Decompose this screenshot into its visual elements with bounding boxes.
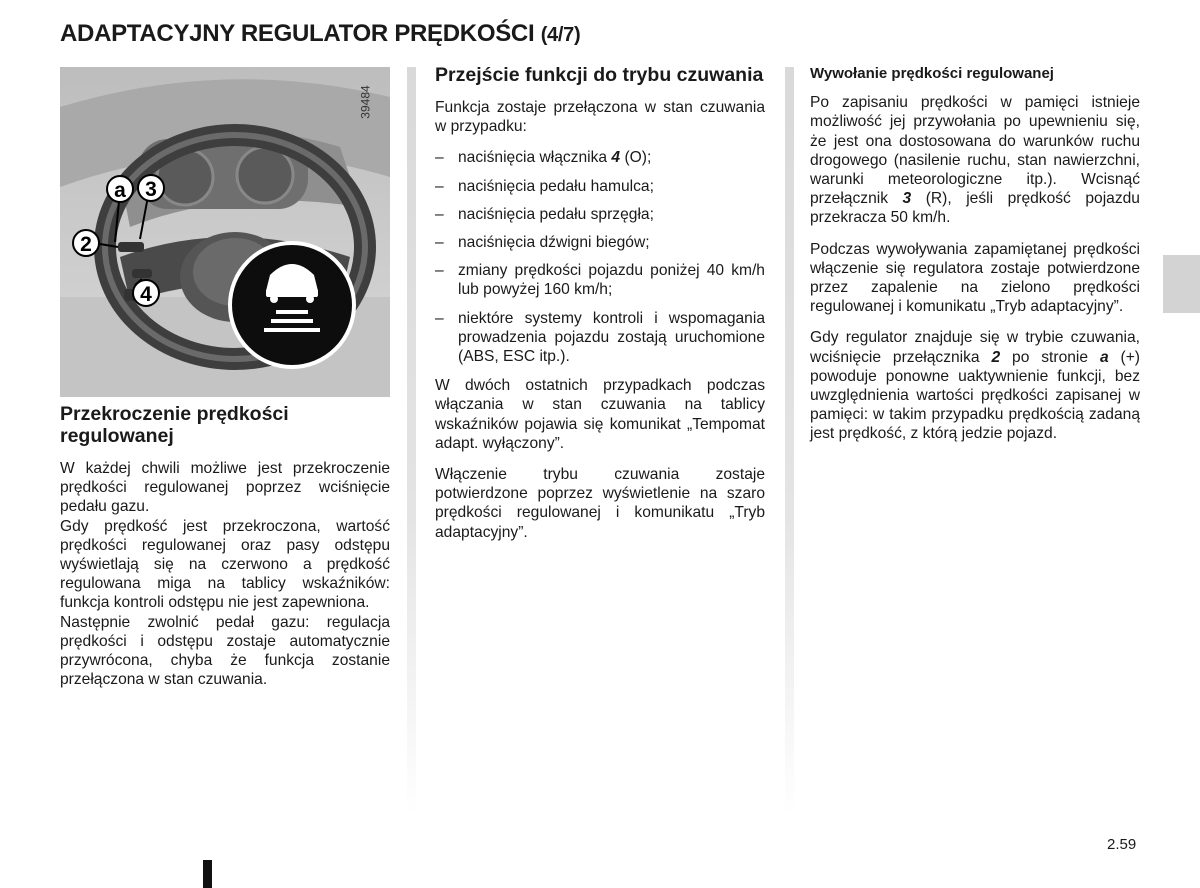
section-heading: Przejście funkcji do trybu czuwania (435, 64, 764, 86)
callout-2 (73, 230, 99, 256)
callout-4 (133, 280, 159, 306)
paragraph: Gdy regulator znajduje się w trybie czuwania, wciśnięcie przełącznika 2 po stronie a (+) powoduje ponowne uaktywnienie funkcji, bez uwzględnienia wartości prędkości zapisanej w pamięci: w takim przypadku prędkością zadaną jest prędkość, z którą jedzie pojazd. (810, 329, 1140, 443)
paragraph: Włączenie trybu czuwania zostaje potwierdzone poprzez wyświetlenie na szaro prędkości regulowanej i komunikatu „Tryb adaptacyjny”. (435, 466, 765, 541)
list-item: – naciśnięcia dźwigni biegów; (435, 233, 765, 252)
paragraph: Gdy prędkość jest przekroczona, wartość prędkości regulowanej oraz pasy odstępu wyświetlają się na czerwono a prędkość regulowana miga na tablicy wskaźników: funkcja kontroli odstępu nie jest zapewniona. (60, 517, 390, 612)
column-1 (60, 403, 390, 689)
callout-a (107, 176, 133, 202)
title-page-of: (4/7) (540, 24, 581, 46)
list-item: – naciśnięcia pedału hamulca; (435, 177, 765, 196)
paragraph: Następnie zwolnić pedał gazu: regulacja prędkości i odstępu zostaje automatycznie przywrócona, chyba że funkcja zostanie przełączona w stan czuwania. (60, 613, 390, 689)
steering-wheel-illustration (60, 67, 390, 397)
callout-3 (138, 175, 164, 201)
svg-text:2: 2 (80, 233, 92, 256)
page-number: 2.59 (1107, 836, 1137, 853)
paragraph: Podczas wywoływania zapamiętanej prędkości włączenie się regulatora zostaje potwierdzone przez zapalenie na zielono prędkości regulowanej i komunikatu „Tryb adaptacyjny”. (810, 240, 1140, 316)
page-edge-mark (203, 860, 212, 888)
condition-list (435, 148, 765, 366)
list-item: – naciśnięcia pedału sprzęgła; (435, 205, 765, 224)
column-2 (435, 64, 765, 542)
figure-ref-number (358, 75, 387, 135)
svg-text:4: 4 (140, 283, 152, 306)
paragraph: Po zapisaniu prędkości w pamięci istnieje możliwość jej przywołania po upewnieniu się, że jest ona dostosowana do warunków ruchu drogowego (nasilenie ruchu, stan nawierzchni, warunki meteorologiczne itp.). Wcisnąć przełącznik 3 (R), jeśli prędkość pojazdu przekracza 50 km/h. (810, 94, 1140, 227)
svg-text:a: a (114, 179, 126, 202)
list-item: – niektóre systemy kontroli i wspomagania prowadzenia pojazdu zostają uruchomione (ABS, ESC itp.). (435, 309, 765, 367)
section-heading: Przekroczenie prędkości regulowanej (60, 403, 289, 447)
column-divider-1 (407, 67, 416, 817)
svg-text:3: 3 (145, 178, 157, 201)
title-text: ADAPTACYJNY REGULATOR PRĘDKOŚCI (60, 20, 535, 47)
list-item: – zmiany prędkości pojazdu poniżej 40 km/h lub powyżej 160 km/h; (435, 261, 765, 299)
column-divider-2 (785, 67, 794, 817)
list-item: – naciśnięcia włącznika 4 (O); (435, 148, 765, 167)
paragraph: W dwóch ostatnich przypadkach podczas włączania w stan czuwania na tablicy wskaźników pojawia się komunikat „Tempomat adapt. wyłączony”. (435, 377, 765, 452)
paragraph: W każdej chwili możliwe jest przekroczenie prędkości regulowanej poprzez wciśnięcie pedału gazu. (60, 460, 390, 516)
steering-wheel-figure (60, 67, 390, 397)
figure-ref-text: 39484 (358, 85, 373, 119)
paragraph: Funkcja zostaje przełączona w stan czuwania w przypadku: (435, 99, 765, 136)
column-3 (810, 64, 1140, 444)
section-heading: Wywołanie prędkości regulowanej (810, 65, 1054, 82)
page-title (60, 20, 580, 48)
section-tab (1163, 255, 1200, 313)
